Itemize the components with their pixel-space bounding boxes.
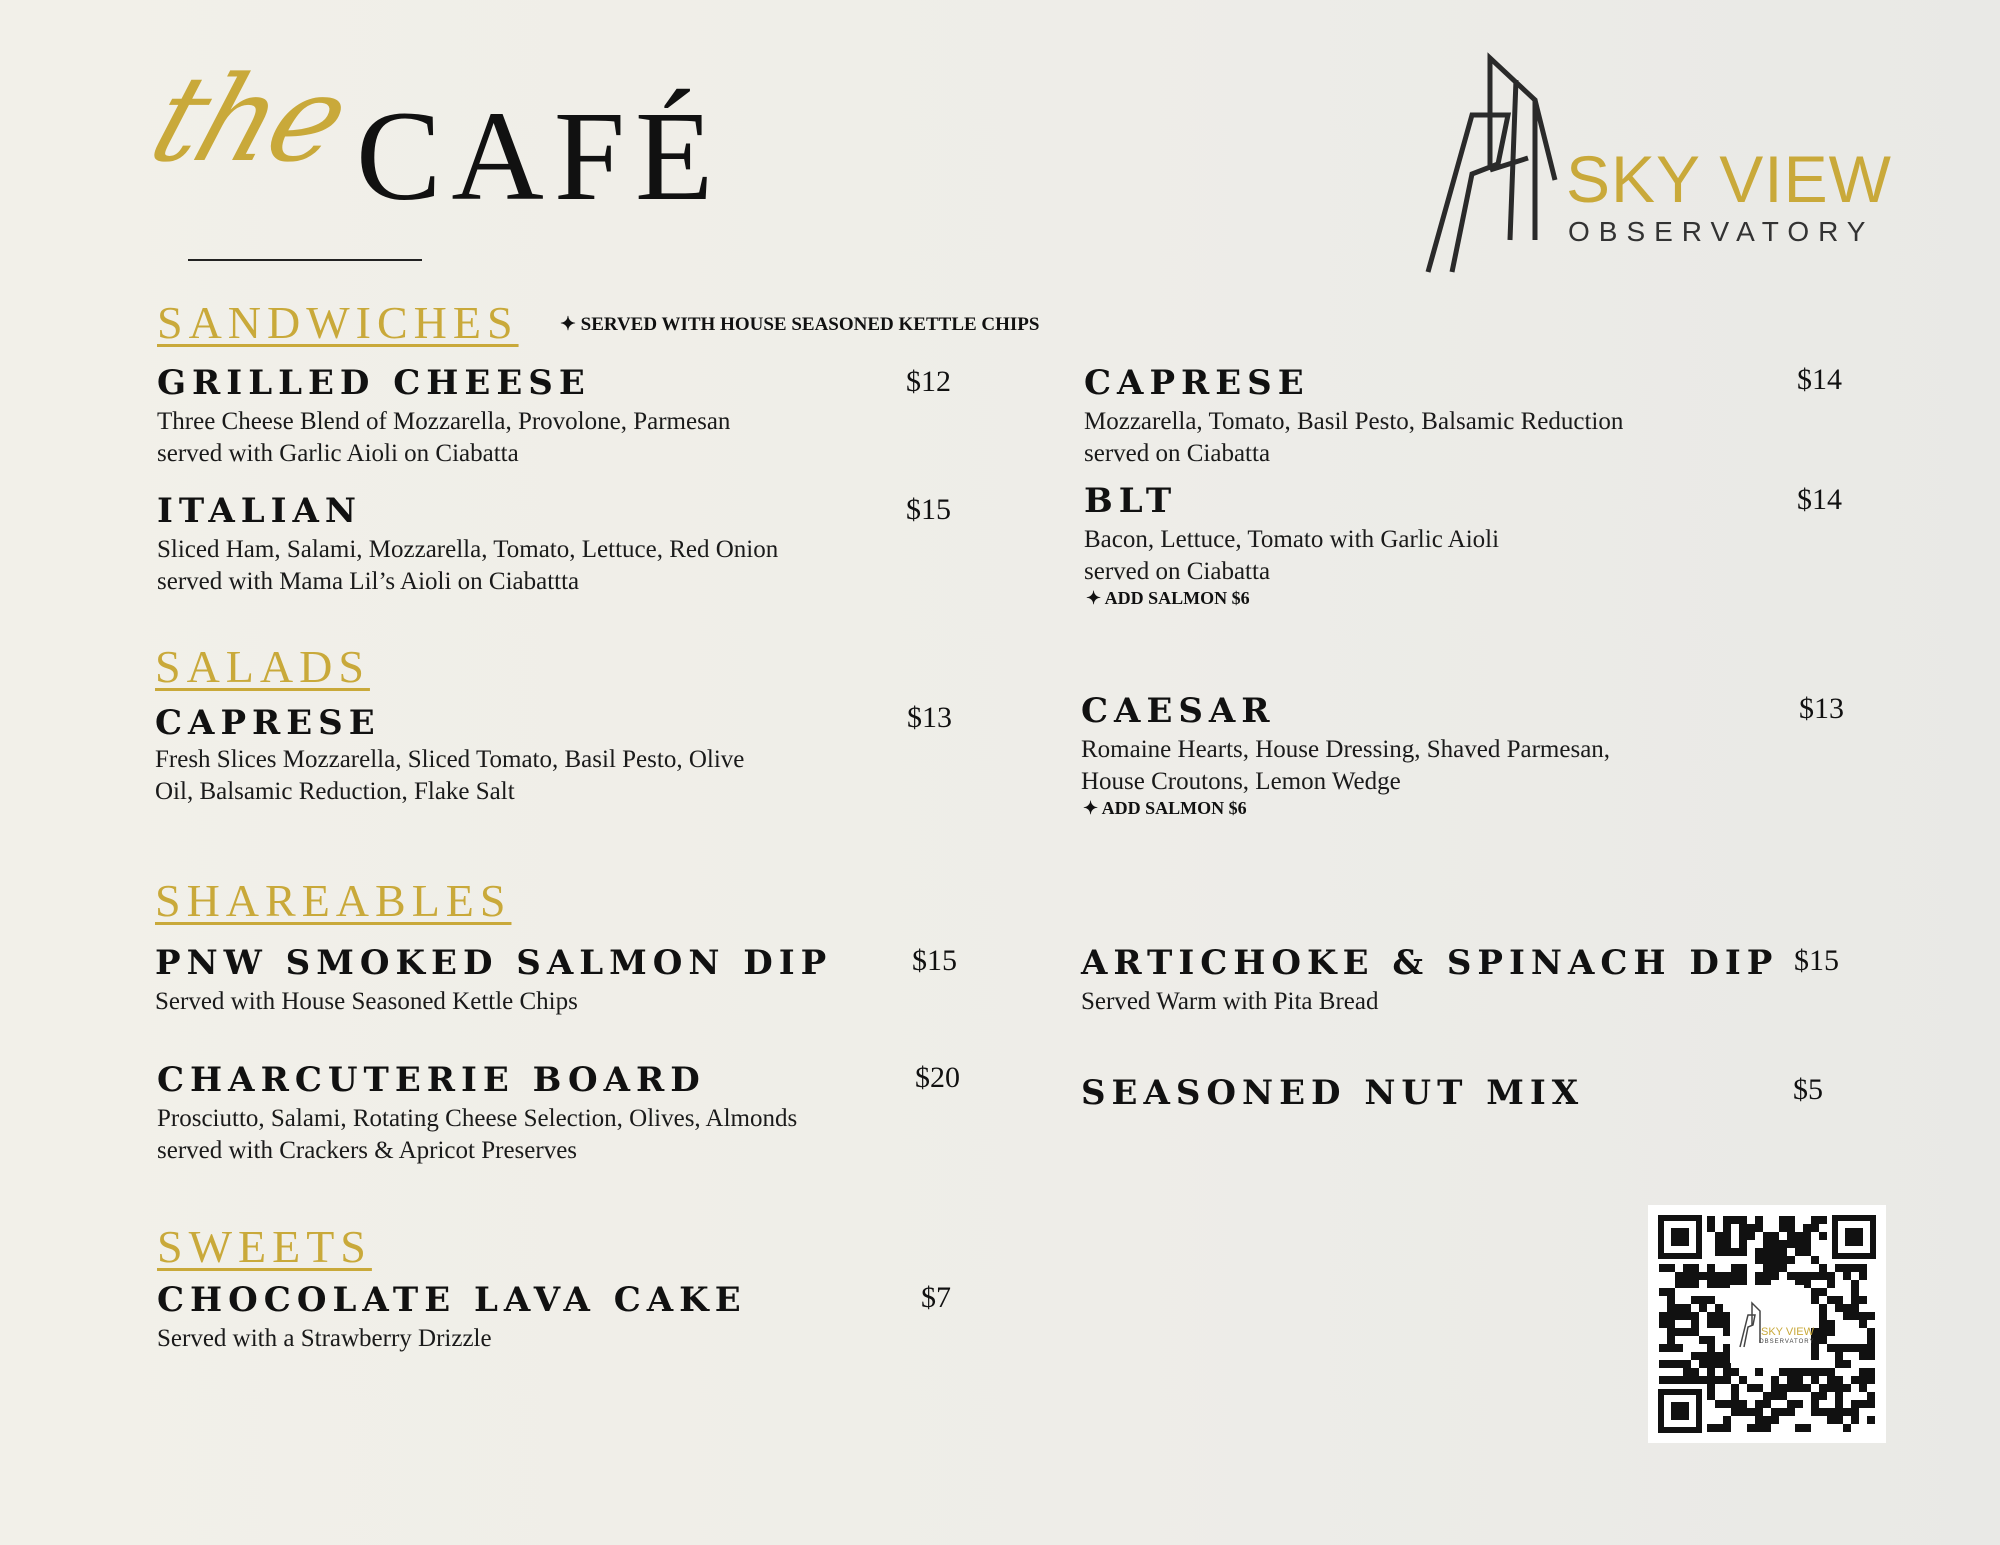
item-price-lava-cake: $7 xyxy=(921,1281,951,1314)
section-heading-shareables: SHAREABLES xyxy=(155,875,512,926)
logo-wordmark-secondary: OBSERVATORY xyxy=(1568,216,1875,247)
section-heading-sweets: SWEETS xyxy=(157,1221,372,1272)
item-price-charcuterie: $20 xyxy=(915,1061,960,1094)
item-price-blt: $14 xyxy=(1797,483,1842,516)
item-price-caesar: $13 xyxy=(1799,692,1844,725)
item-name-caprese-sandwich: CAPRESE xyxy=(1084,363,1310,403)
title-divider xyxy=(188,259,422,261)
item-name-artichoke-dip: ARTICHOKE & SPINACH DIP xyxy=(1081,943,1779,983)
item-name-salmon-dip: PNW SMOKED SALMON DIP xyxy=(155,943,833,983)
item-price-grilled-cheese: $12 xyxy=(906,365,951,398)
qr-logo-line1: SKY VIEW xyxy=(1761,1326,1814,1338)
qr-logo-line2: OBSERVATORY xyxy=(1759,1339,1815,1345)
addon-caesar: ✦ ADD SALMON $6 xyxy=(1083,798,1247,818)
item-desc-caesar xyxy=(1081,734,1610,798)
item-desc-caprese-salad xyxy=(155,744,744,808)
desc-line: Mozzarella, Tomato, Basil Pesto, Balsamic Reduction xyxy=(1084,408,1624,435)
qr-code[interactable] xyxy=(1648,1205,1886,1443)
item-desc-charcuterie xyxy=(157,1103,797,1167)
desc-line: served with Mama Lil’s Aioli on Ciabattta xyxy=(157,568,580,595)
item-desc-italian xyxy=(157,534,778,598)
desc-line: Fresh Slices Mozzarella, Sliced Tomato, Basil Pesto, Olive xyxy=(155,746,745,773)
addon-blt: ✦ ADD SALMON $6 xyxy=(1086,588,1250,608)
desc-line: Prosciutto, Salami, Rotating Cheese Selection, Olives, Almonds xyxy=(157,1105,798,1132)
item-name-charcuterie: CHARCUTERIE BOARD xyxy=(157,1060,706,1100)
item-name-caesar: CAESAR xyxy=(1081,691,1276,731)
desc-line: Served with a Strawberry Drizzle xyxy=(157,1325,492,1352)
desc-line: served with Garlic Aioli on Ciabatta xyxy=(157,440,519,467)
item-name-blt: BLT xyxy=(1084,481,1178,521)
desc-line: Bacon, Lettuce, Tomato with Garlic Aioli xyxy=(1084,526,1500,553)
item-price-salmon-dip: $15 xyxy=(912,944,957,977)
item-desc-artichoke-dip xyxy=(1081,986,1378,1018)
item-desc-lava-cake xyxy=(157,1323,492,1355)
desc-line: Served with House Seasoned Kettle Chips xyxy=(155,988,578,1015)
item-price-artichoke-dip: $15 xyxy=(1794,944,1839,977)
item-price-caprese-sandwich: $14 xyxy=(1797,363,1842,396)
desc-line: Romaine Hearts, House Dressing, Shaved Parmesan, xyxy=(1081,736,1611,763)
desc-line: Served Warm with Pita Bread xyxy=(1081,988,1379,1015)
item-price-caprese-salad: $13 xyxy=(907,701,952,734)
item-name-grilled-cheese: GRILLED CHEESE xyxy=(157,363,591,403)
logo-wordmark-primary: SKY VIEW xyxy=(1566,142,1892,216)
section-heading-salads: SALADS xyxy=(155,641,370,692)
desc-line: served on Ciabatta xyxy=(1084,558,1271,585)
section-heading-sandwiches: SANDWICHES xyxy=(157,297,519,348)
desc-line: Three Cheese Blend of Mozzarella, Provolone, Parmesan xyxy=(157,408,731,435)
qr-code-icon xyxy=(1648,1205,1886,1443)
item-desc-blt xyxy=(1084,524,1499,588)
item-desc-caprese-sandwich xyxy=(1084,406,1623,470)
page-title: CAFÉ xyxy=(356,85,724,227)
desc-line: House Croutons, Lemon Wedge xyxy=(1081,768,1401,795)
desc-line: Oil, Balsamic Reduction, Flake Salt xyxy=(155,778,515,805)
desc-line: served with Crackers & Apricot Preserves xyxy=(157,1137,578,1164)
item-price-nut-mix: $5 xyxy=(1793,1073,1823,1106)
item-price-italian: $15 xyxy=(906,493,951,526)
item-desc-salmon-dip xyxy=(155,986,578,1018)
section-note-sandwiches: ✦ SERVED WITH HOUSE SEASONED KETTLE CHIPS xyxy=(560,314,1040,335)
item-desc-grilled-cheese xyxy=(157,406,730,470)
item-name-caprese-salad: CAPRESE xyxy=(155,703,381,743)
title-script: the xyxy=(135,50,362,188)
item-name-lava-cake: CHOCOLATE LAVA CAKE xyxy=(157,1280,747,1320)
item-name-nut-mix: SEASONED NUT MIX xyxy=(1081,1073,1585,1113)
desc-line: served on Ciabatta xyxy=(1084,440,1271,467)
desc-line: Sliced Ham, Salami, Mozzarella, Tomato, Lettuce, Red Onion xyxy=(157,536,779,563)
item-name-italian: ITALIAN xyxy=(157,491,362,531)
